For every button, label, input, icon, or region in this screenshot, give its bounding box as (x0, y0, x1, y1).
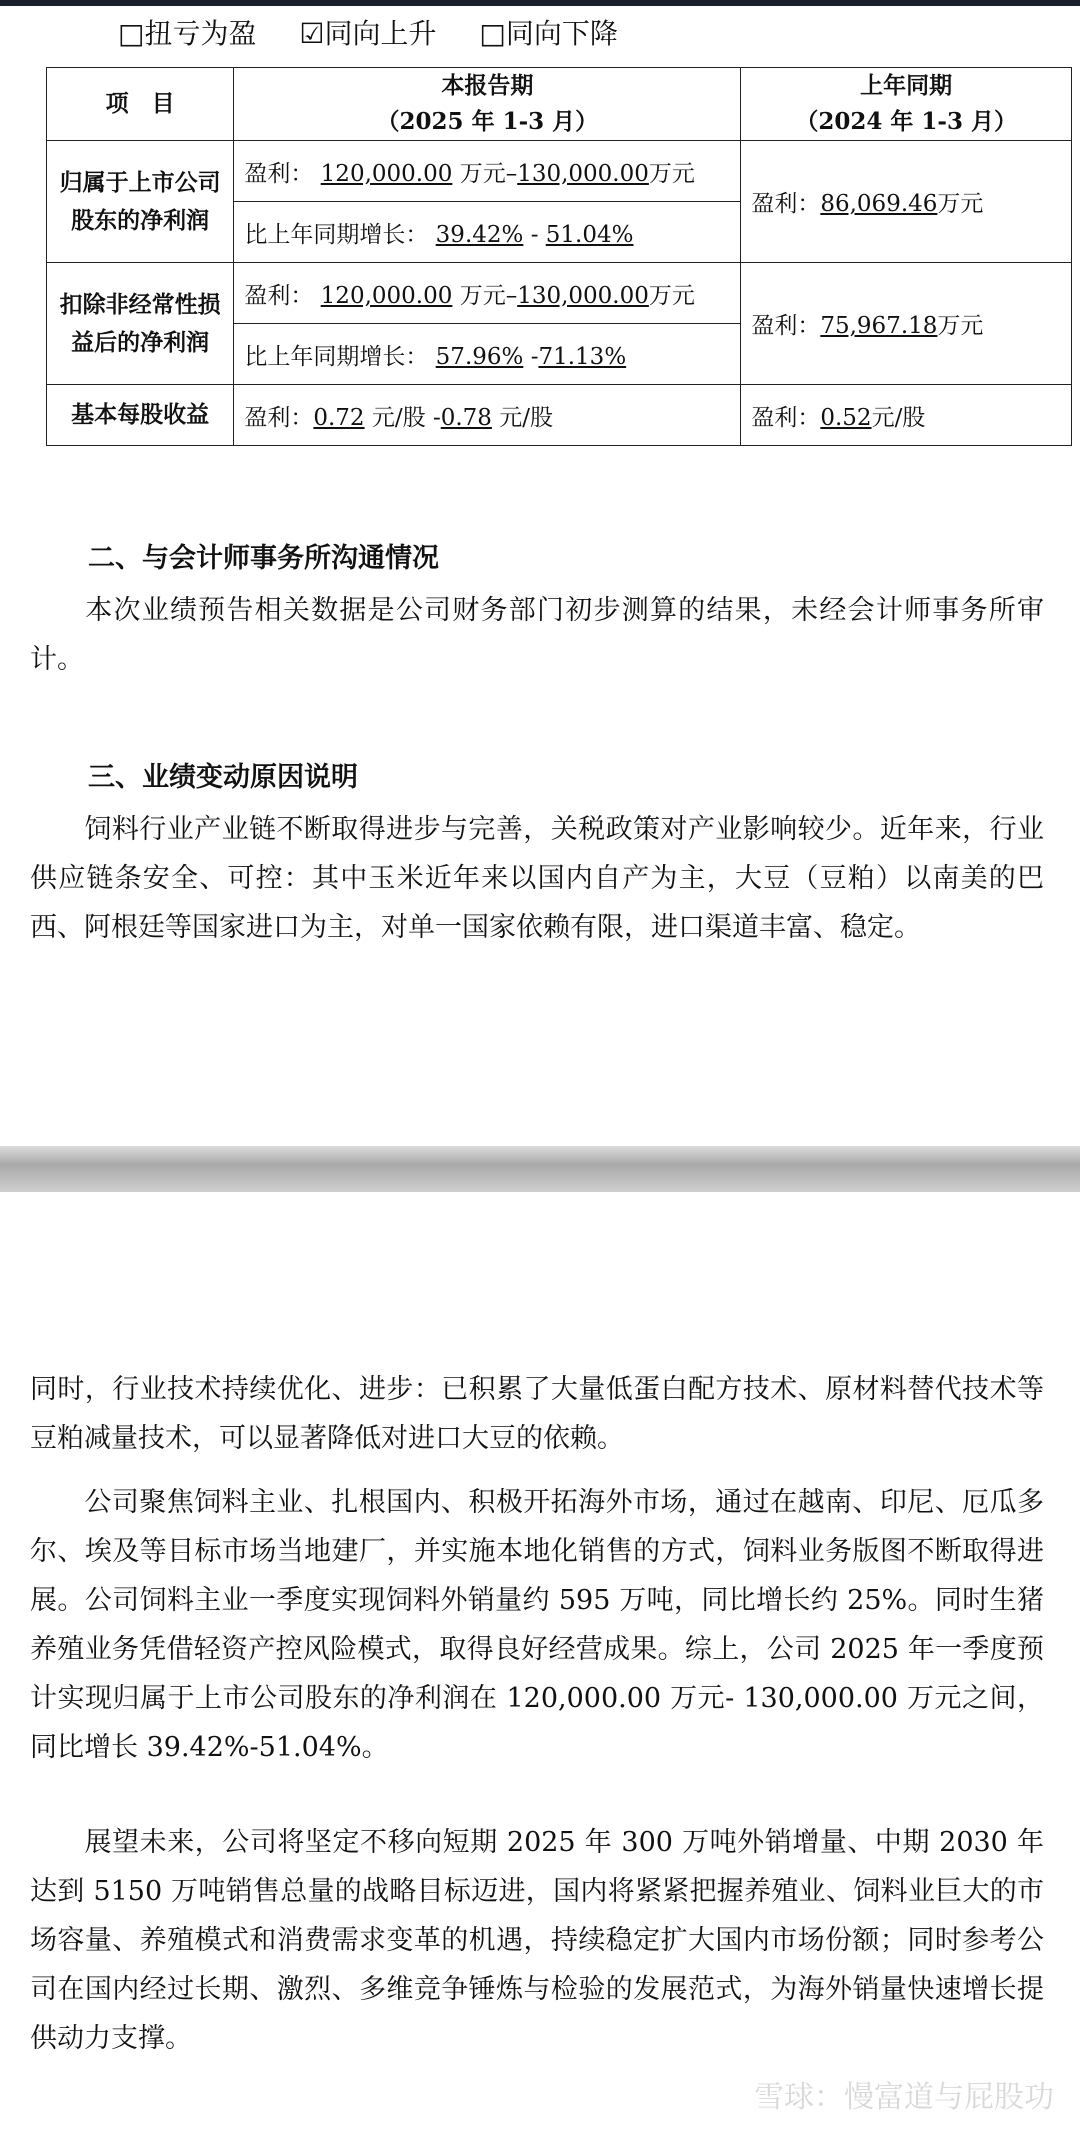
forecast-type-options (118, 12, 652, 52)
row-label-eps: 基本每股收益 (47, 385, 234, 446)
table-row (47, 141, 1072, 202)
top-dark-strip (0, 0, 1080, 6)
performance-forecast-table (46, 67, 1072, 446)
prior-profit-cell: 盈利：75,967.18万元 (741, 263, 1072, 385)
profit-range-cell: 盈利： 120,000.00 万元–130,000.00万元 (234, 263, 741, 324)
option-decrease: □同向下降 (479, 17, 618, 50)
option-increase-checked: ☑同向上升 (299, 17, 437, 50)
header-item: 项 目 (47, 68, 234, 141)
page2-paragraph-1: 同时，行业技术持续优化、进步：已积累了大量低蛋白配方技术、原材料替代技术等豆粕减量技术，可以显著降低对进口大豆的依赖。 (30, 1374, 1044, 1454)
eps-range-cell: 盈利：0.72 元/股 -0.78 元/股 (234, 385, 741, 446)
page-break-gap (0, 1146, 1080, 1192)
profit-range-cell: 盈利： 120,000.00 万元–130,000.00万元 (234, 141, 741, 202)
table-row (47, 385, 1072, 446)
section-2-title: 二、与会计师事务所沟通情况 (88, 543, 439, 574)
page2-paragraph-3: 展望未来，公司将坚定不移向短期 2025 年 300 万吨外销增量、中期 2030 年达到 5150 万吨销售总量的战略目标迈进，国内将紧紧把握养殖业、饲料业巨大的市场容量、养殖模式和消费需求变革的机遇，持续稳定扩大国内市场份额；同时参考公司在国内经过长期、激烈、多维竞争锤炼与检验的发展范式，为海外销量快速增长提供动力支撑。 (30, 1827, 1044, 2054)
section-2-text: 本次业绩预告相关数据是公司财务部门初步测算的结果，未经会计师事务所审计。 (30, 595, 1044, 675)
growth-range-cell: 比上年同期增长： 57.96% -71.13% (234, 324, 741, 385)
row-label-net-profit: 归属于上市公司股东的净利润 (47, 141, 234, 263)
header-prior-period: 上年同期 （2024 年 1-3 月） (741, 68, 1072, 141)
table-header-row (47, 68, 1072, 141)
page2-paragraph-2: 公司聚焦饲料主业、扎根国内、积极开拓海外市场，通过在越南、印尼、厄瓜多尔、埃及等目标市场当地建厂，并实施本地化销售的方式，饲料业务版图不断取得进展。公司饲料主业一季度实现饲料外销量约 595 万吨，同比增长约 25%。同时生猪养殖业务凭借轻资产控风险模式，取得良好经营成果。综上，公司 2025 年一季度预计实现归属于上市公司股东的净利润在 120,000.00 万元- 130,000.00 万元之间，同比增长 39.42%-51.04%。 (30, 1487, 1044, 1763)
prior-eps-cell: 盈利：0.52元/股 (741, 385, 1072, 446)
table-row (47, 263, 1072, 324)
snowball-watermark: 雪球：慢富道与屁股功 (754, 2080, 1054, 2115)
option-turnaround: □扭亏为盈 (118, 17, 257, 50)
growth-range-cell: 比上年同期增长： 39.42% - 51.04% (234, 202, 741, 263)
section-3-title: 三、业绩变动原因说明 (88, 762, 358, 793)
section-3-text: 饲料行业产业链不断取得进步与完善，关税政策对产业影响较少。近年来，行业供应链条安全、可控：其中玉米近年来以国内自产为主，大豆（豆粕）以南美的巴西、阿根廷等国家进口为主，对单一国家依赖有限，进口渠道丰富、稳定。 (30, 814, 1044, 943)
header-current-period: 本报告期 （2025 年 1-3 月） (234, 68, 741, 141)
row-label-adjusted-net-profit: 扣除非经常性损益后的净利润 (47, 263, 234, 385)
prior-profit-cell: 盈利：86,069.46万元 (741, 141, 1072, 263)
